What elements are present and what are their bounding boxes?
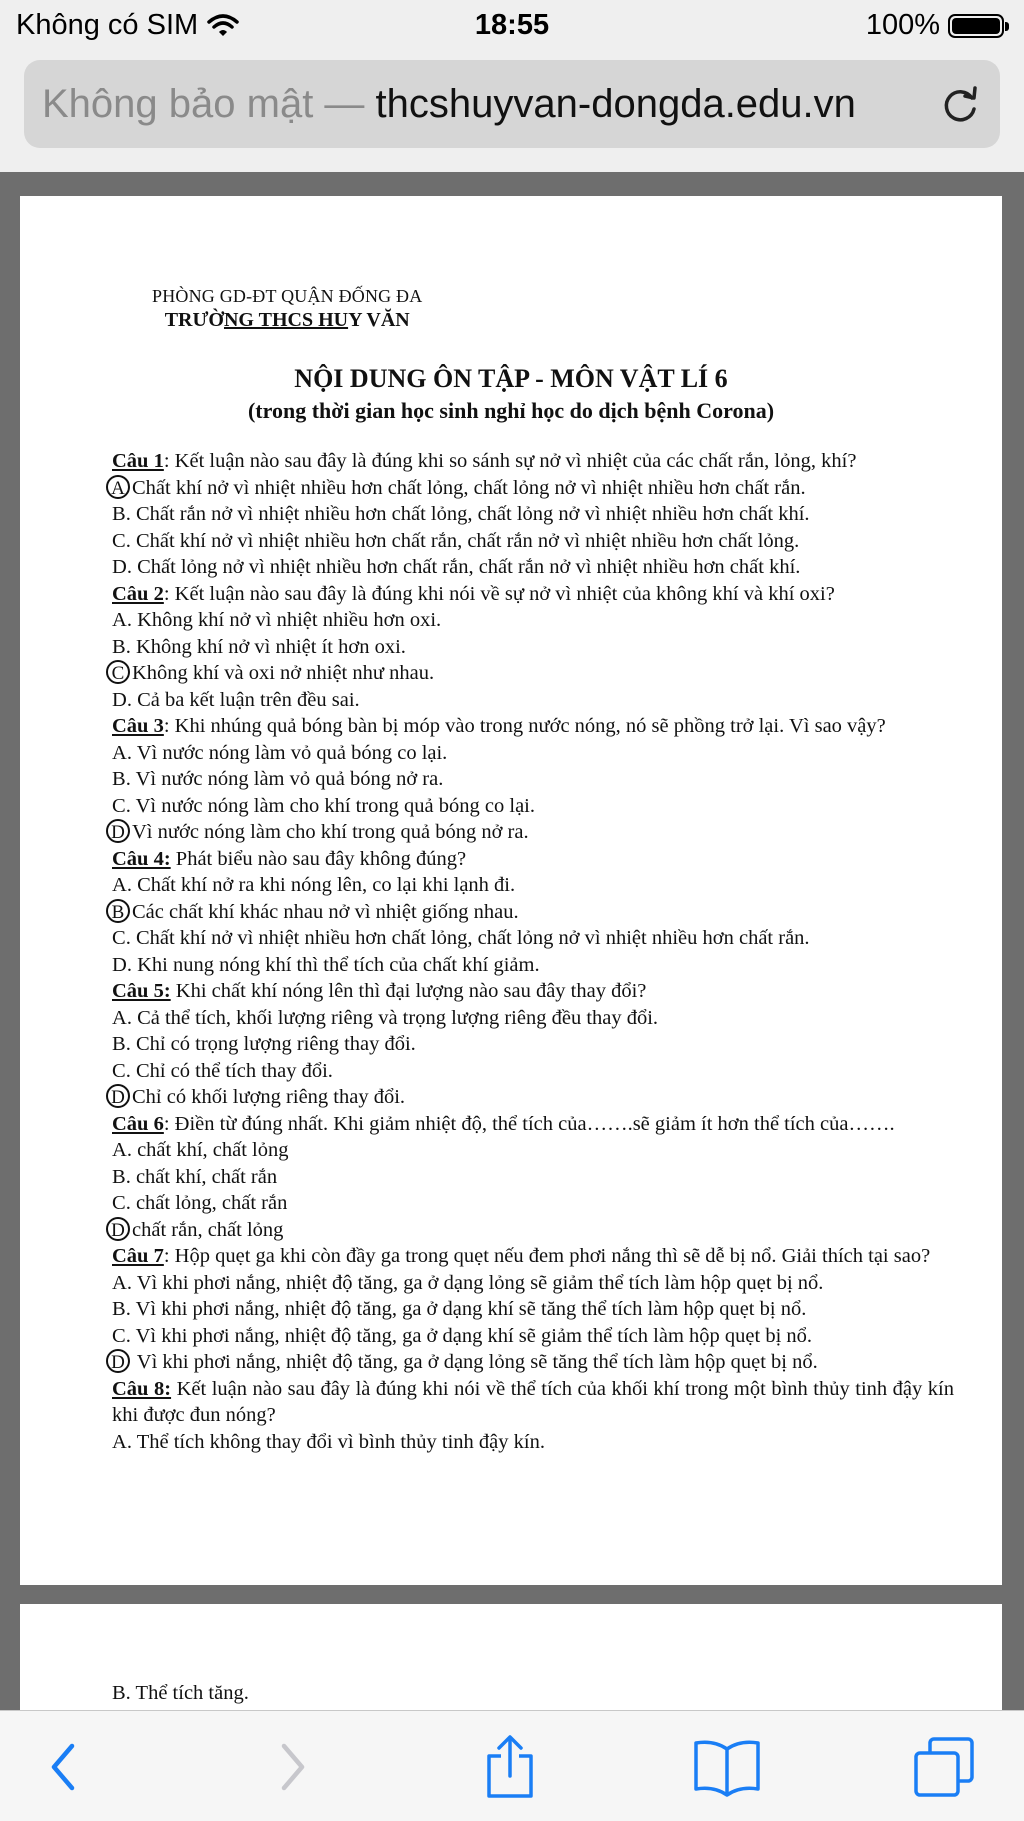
answer-separator: . — [125, 635, 136, 658]
answer-separator: . — [126, 953, 138, 976]
answer-option — [112, 1084, 954, 1111]
question-text: Phát biểu nào sau đây không đúng? — [170, 847, 467, 870]
answer-letter: A — [112, 609, 127, 631]
answer-separator: . — [126, 1139, 138, 1161]
answer-text: Chất rắn nở vì nhiệt nhiều hơn chất lỏng, chất lỏng nở vì nhiệt nhiều hơn chất khí. — [135, 503, 810, 525]
answer-letter: B — [112, 503, 126, 525]
answer-letter: D — [112, 688, 127, 711]
answer-text: Thể tích không thay đổi vì bình thủy tinh đậy kín. — [136, 1430, 545, 1453]
question-8 — [112, 1376, 954, 1429]
answer-separator: . — [126, 1271, 137, 1294]
answer-option — [112, 607, 954, 634]
answer-option — [112, 634, 954, 661]
answer-separator: . — [126, 688, 138, 711]
back-button[interactable] — [28, 1731, 100, 1803]
question-text: Kết luận nào sau đây là đúng khi nói về thể tích của khối khí trong một bình thủy tinh đậy kín khi được đun nóng? — [112, 1377, 954, 1426]
answer-option — [112, 1058, 954, 1085]
answer-option — [112, 740, 954, 767]
answer-option — [112, 554, 954, 581]
answer-letter: A — [112, 874, 127, 896]
circled-answer-letter: C — [106, 660, 130, 684]
answer-letter: B — [112, 1033, 126, 1055]
answer-option — [112, 793, 954, 820]
answer-separator: . — [126, 741, 137, 764]
question-2 — [112, 581, 954, 608]
answer-text: Chỉ có trọng lượng riêng thay đổi. — [135, 1033, 416, 1055]
status-bar — [0, 0, 1024, 52]
answer-letter: D — [112, 953, 127, 976]
answer-text: Chất khí nở vì nhiệt nhiều hơn chất rắn, chất rắn nở vì nhiệt nhiều hơn chất lỏng. — [135, 529, 800, 552]
circled-answer-letter: B — [106, 899, 130, 923]
answer-letter: A — [112, 1006, 127, 1029]
answer-separator: . — [126, 874, 138, 896]
answer-letter: C — [112, 927, 126, 949]
answer-text: Chỉ có thể tích thay đổi. — [135, 1059, 333, 1082]
answer-option — [112, 687, 954, 714]
pdf-page-1 — [20, 196, 1002, 1585]
battery-icon — [948, 14, 1004, 38]
answer-option — [112, 1323, 954, 1350]
answer-text: Không khí nở vì nhiệt nhiều hơn oxi. — [137, 609, 442, 631]
battery-group — [866, 9, 1004, 42]
answer-option — [112, 1005, 954, 1032]
answer-text: Chất lỏng nở vì nhiệt nhiều hơn chất rắn, chất rắn nở vì nhiệt nhiều hơn chất khí. — [137, 556, 801, 578]
question-list — [112, 448, 954, 1455]
security-label: Không bảo mật — — [42, 81, 365, 126]
answer-option — [112, 1296, 954, 1323]
tabs-icon — [912, 1735, 976, 1799]
answer-option — [112, 1217, 954, 1244]
tabs-button[interactable] — [908, 1731, 980, 1803]
school-name-underlined: NG THCS HU — [223, 309, 349, 331]
answer-letter: D — [112, 556, 127, 578]
answer-option — [112, 1164, 954, 1191]
answer-text: Khi nung nóng khí thì thể tích của chất khí giảm. — [137, 953, 540, 976]
share-icon — [482, 1734, 538, 1800]
answer-text: Không khí nở vì nhiệt ít hơn oxi. — [135, 635, 406, 658]
answer-text: Vì khi phơi nắng, nhiệt độ tăng, ga ở dạng lỏng sẽ tăng thể tích làm hộp quẹt bị nổ. — [136, 1351, 818, 1373]
address-bar-area — [0, 52, 1024, 172]
department-name: PHÒNG GD-ĐT QUẬN ĐỐNG ĐA — [152, 286, 423, 306]
question-6 — [112, 1111, 954, 1138]
answer-letter: B — [112, 1165, 126, 1188]
answer-text: chất khí, chất rắn — [135, 1165, 278, 1188]
circled-answer-letter: A — [106, 475, 130, 499]
answer-option — [112, 1270, 954, 1297]
answer-text: Chất khí nở vì nhiệt nhiều hơn chất lỏng, chất lỏng nở vì nhiệt nhiều hơn chất rắn. — [135, 927, 810, 949]
answer-letter: A — [112, 741, 127, 764]
answer-letter: C — [112, 529, 126, 552]
answer-text: Vì nước nóng làm cho khí trong quả bóng co lại. — [135, 794, 535, 817]
answer-letter: A — [112, 1430, 127, 1453]
question-label: Câu 8: — [112, 1377, 172, 1400]
answer-separator: . — [126, 556, 138, 578]
page2-option-line: B. Thể tích tăng. — [112, 1682, 249, 1704]
answer-text: Không khí và oxi nở nhiệt như nhau. — [132, 662, 435, 684]
answer-letter: A — [112, 1271, 127, 1294]
answer-text: Cả thể tích, khối lượng riêng và trọng lượng riêng đều thay đổi. — [137, 1006, 659, 1029]
share-button[interactable] — [474, 1731, 546, 1803]
question-1 — [112, 448, 954, 475]
question-label: Câu 7 — [112, 1245, 164, 1267]
answer-letter: B — [112, 768, 126, 790]
answer-separator: . — [125, 503, 136, 525]
clock: 18:55 — [474, 9, 550, 41]
answer-text: Vì nước nóng làm vỏ quả bóng co lại. — [136, 741, 448, 764]
circled-answer-letter: D — [106, 1084, 130, 1108]
answer-separator: . — [125, 1192, 136, 1214]
question-label: Câu 1 — [112, 450, 164, 472]
school-name-suffix: Y VĂN — [348, 309, 410, 331]
answer-option — [112, 475, 954, 502]
question-text: : Kết luận nào sau đây là đúng khi so sánh sự nở vì nhiệt của các chất rắn, lỏng, khí? — [163, 450, 857, 472]
answer-separator: . — [126, 609, 138, 631]
answer-text: Vì nước nóng làm cho khí trong quả bóng nở ra. — [132, 821, 529, 843]
document-titles — [20, 364, 1002, 424]
school-name — [152, 309, 422, 332]
question-5 — [112, 978, 954, 1005]
answer-text: Chất khí nở ra khi nóng lên, co lại khi lạnh đi. — [137, 874, 516, 896]
question-text: : Kết luận nào sau đây là đúng khi nói về sự nở vì nhiệt của không khí và khí oxi? — [163, 582, 835, 605]
question-label: Câu 3 — [112, 715, 164, 737]
answer-option — [112, 952, 954, 979]
answer-separator: . — [125, 768, 136, 790]
question-3 — [112, 713, 954, 740]
answer-option — [112, 819, 954, 846]
forward-button[interactable] — [256, 1731, 328, 1803]
answer-separator: . — [125, 1059, 136, 1082]
bookmarks-button[interactable] — [691, 1731, 763, 1803]
answer-letter: B — [112, 635, 126, 658]
answer-text: chất rắn, chất lỏng — [132, 1218, 284, 1241]
answer-option — [112, 660, 954, 687]
answer-letter: C — [112, 794, 126, 817]
carrier-label: Không có SIM — [16, 9, 199, 41]
circled-answer-letter: D — [106, 1217, 130, 1241]
answer-letter: B — [112, 1298, 126, 1320]
answer-text: chất lỏng, chất rắn — [135, 1192, 288, 1214]
answer-separator: . — [125, 794, 136, 817]
document-subtitle: (trong thời gian học sinh nghỉ học do dịch bệnh Corona) — [247, 398, 775, 423]
answer-option — [112, 1349, 954, 1376]
answer-text: Các chất khí khác nhau nở vì nhiệt giống nhau. — [132, 900, 519, 923]
url-text[interactable] — [24, 82, 856, 127]
answer-separator: . — [125, 1165, 136, 1188]
question-label: Câu 5: — [112, 980, 171, 1002]
question-label: Câu 4: — [112, 847, 171, 870]
answer-separator: . — [125, 529, 136, 552]
answer-option — [112, 1429, 954, 1456]
domain-label: thcshuyvan-dongda.edu.vn — [375, 81, 856, 126]
answer-option — [112, 1031, 954, 1058]
question-7 — [112, 1243, 954, 1270]
question-4 — [112, 846, 954, 873]
question-label: Câu 6 — [112, 1112, 164, 1135]
school-header — [152, 286, 422, 332]
document-title: NỘI DUNG ÔN TẬP - MÔN VẬT LÍ 6 — [294, 364, 728, 393]
answer-separator: . — [126, 1430, 137, 1453]
answer-separator: . — [125, 1298, 136, 1320]
bookmarks-icon — [692, 1737, 762, 1797]
forward-icon — [272, 1740, 312, 1794]
answer-option — [112, 872, 954, 899]
answer-text: Chỉ có khối lượng riêng thay đổi. — [132, 1086, 406, 1108]
answer-text: Vì khi phơi nắng, nhiệt độ tăng, ga ở dạng lỏng sẽ giảm thể tích làm hộp quẹt bị nổ. — [136, 1271, 824, 1294]
question-text: : Hộp quẹt ga khi còn đầy ga trong quẹt nếu đem phơi nắng thì sẽ dễ bị nổ. Giải thích tại sao? — [163, 1245, 931, 1267]
answer-letter: C — [112, 1059, 126, 1082]
reload-icon[interactable] — [938, 82, 982, 136]
answer-letter: C — [112, 1324, 126, 1347]
answer-text: chất khí, chất lỏng — [137, 1139, 289, 1161]
answer-separator: . — [126, 1006, 138, 1029]
answer-letter: A — [112, 1139, 127, 1161]
answer-option — [112, 766, 954, 793]
answer-separator: . — [125, 927, 136, 949]
answer-option — [112, 899, 954, 926]
answer-option — [112, 1190, 954, 1217]
question-text: : Điền từ đúng nhất. Khi giảm nhiệt độ, thể tích của…….sẽ giảm ít hơn thể tích của……. — [163, 1112, 895, 1135]
answer-separator: . — [125, 1033, 136, 1055]
answer-text: Vì khi phơi nắng, nhiệt độ tăng, ga ở dạng khí sẽ tăng thể tích làm hộp quẹt bị nổ. — [135, 1298, 807, 1320]
answer-letter: C — [112, 1192, 126, 1214]
answer-text: Chất khí nở vì nhiệt nhiều hơn chất lỏng, chất lỏng nở vì nhiệt nhiều hơn chất rắn. — [132, 476, 806, 499]
answer-option — [112, 1137, 954, 1164]
question-text: Khi chất khí nóng lên thì đại lượng nào sau đây thay đổi? — [170, 980, 647, 1002]
battery-percent: 100% — [865, 9, 940, 41]
question-text: : Khi nhúng quả bóng bàn bị móp vào trong nước nóng, nó sẽ phồng trở lại. Vì sao vậy? — [163, 715, 886, 737]
answer-option — [112, 528, 954, 555]
answer-separator: . — [125, 1324, 136, 1347]
answer-text: Vì nước nóng làm vỏ quả bóng nở ra. — [135, 768, 444, 790]
answer-option — [112, 501, 954, 528]
school-name-prefix: TRƯỜ — [164, 309, 224, 331]
circled-answer-letter: D — [106, 1349, 130, 1373]
address-bar[interactable] — [24, 60, 1000, 148]
pdf-viewer[interactable] — [0, 172, 1024, 1710]
answer-option — [112, 925, 954, 952]
bottom-toolbar — [0, 1710, 1024, 1821]
back-icon — [44, 1740, 84, 1794]
answer-text: Cả ba kết luận trên đều sai. — [137, 688, 360, 711]
circled-answer-letter: D — [106, 819, 130, 843]
question-label: Câu 2 — [112, 582, 164, 605]
answer-text: Vì khi phơi nắng, nhiệt độ tăng, ga ở dạng khí sẽ giảm thể tích làm hộp quẹt bị nổ. — [135, 1324, 813, 1347]
